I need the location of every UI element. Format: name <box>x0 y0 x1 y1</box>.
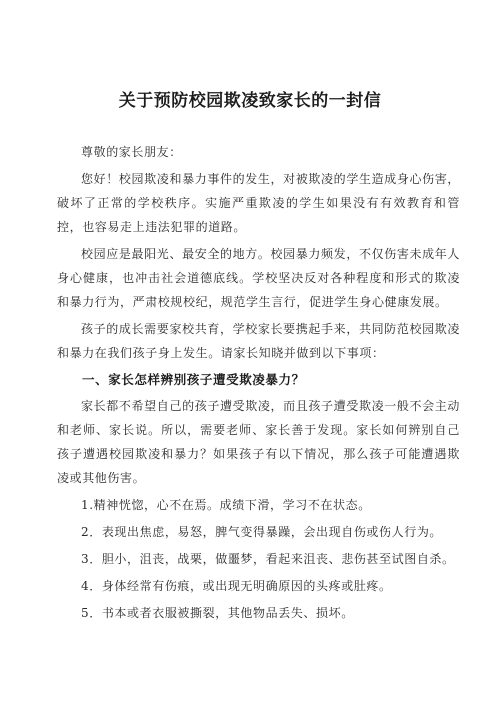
paragraph-cooperation: 孩子的成长需要家校共育，学校家长要携起手来，共同防范校园欺凌和暴力在我们孩子身上发生。请家长知晓并做到以下事项： <box>57 322 460 360</box>
list-item: 1.精神恍惚，心不在焉。成绩下滑，学习不在状态。 <box>81 498 371 512</box>
document-title: 关于预防校园欺凌致家长的一封信 <box>118 91 382 111</box>
section-heading: 一、家长怎样辨别孩子遭受欺凌暴力？ <box>82 372 305 387</box>
greeting: 尊敬的家长朋友： <box>81 145 182 159</box>
list-item: 2．表现出焦虑，易怒，脾气变得暴躁，会出现自伤或伤人行为。 <box>81 525 443 539</box>
list-item: 5．书本或者衣服被撕裂，其他物品丢失、损坏。 <box>81 606 354 620</box>
paragraph-campus: 校园应是最阳光、最安全的地方。校园暴力频发，不仅伤害未成年人身心健康，也冲击社会道德底线。学校坚决反对各种程度和形式的欺凌和暴力行为，严肃校规校纪，规范学生言行，促进学生身心健康发展。 <box>57 247 460 309</box>
document-body <box>57 140 460 628</box>
section-intro: 家长都不希望自己的孩子遭受欺凌，而且孩子遭受欺凌一般不会主动和老师、家长说。所以，需要老师、家长善于发现。家长如何辨别自己孩子遭遇校园欺凌和暴力？如果孩子有以下情况，那么孩子可能遭遇欺凌或其他伤害。 <box>57 399 460 485</box>
list-item: 3．胆小，沮丧，战栗，做噩梦，看起来沮丧、悲伤甚至试图自杀。 <box>81 552 455 566</box>
list-item: 4．身体经常有伤痕，或出现无明确原因的头疼或肚疼。 <box>81 579 392 593</box>
paragraph-intro: 您好！校园欺凌和暴力事件的发生，对被欺凌的学生造成身心伤害，破坏了正常的学校秩序。实施严重欺凌的学生如果没有有效教育和管控，也容易走上违法犯罪的道路。 <box>57 172 460 234</box>
